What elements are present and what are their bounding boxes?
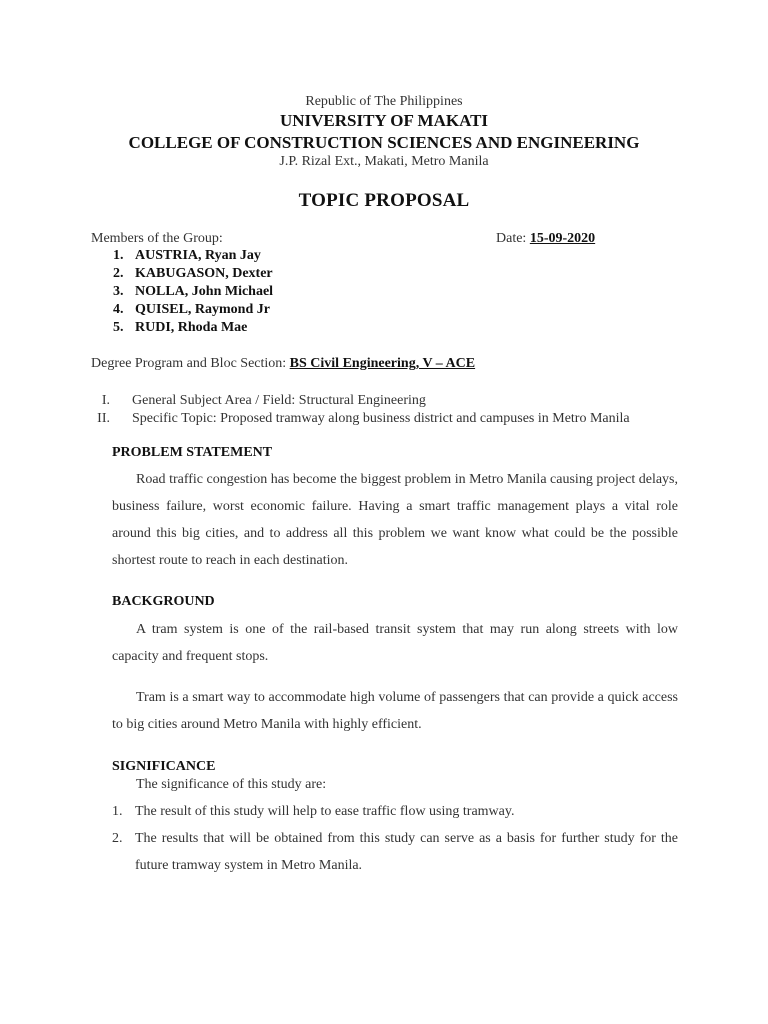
- member-number: 5.: [113, 320, 124, 335]
- member-item: [113, 320, 247, 336]
- date-value: 15-09-2020: [529, 231, 596, 246]
- date-label: Date:: [496, 231, 527, 246]
- member-name: NOLLA, John Michael: [135, 284, 274, 299]
- degree-program-field: [91, 356, 475, 372]
- topic-text: General Subject Area / Field: Structural Engineering: [132, 393, 426, 408]
- significance-text: The result of this study will help to ease traffic flow using tramway.: [135, 804, 515, 819]
- college-name: COLLEGE OF CONSTRUCTION SCIENCES AND ENGINEERING: [128, 133, 640, 152]
- topic-number: II.: [97, 411, 110, 426]
- problem-statement-text: Road traffic congestion has become the biggest problem in Metro Manila causing project delays, business failure, worst economic failure. Having a smart traffic management plays a vital role around this big cities, and to address all this problem we want know what could be the possible shortest route to reach in each destination.: [112, 472, 678, 568]
- member-number: 4.: [113, 302, 124, 317]
- member-name: KABUGASON, Dexter: [135, 266, 273, 281]
- page-title: TOPIC PROPOSAL: [298, 190, 470, 211]
- member-number: 2.: [113, 266, 124, 281]
- background-paragraph: A tram system is one of the rail-based transit system that may run along streets with low capacity and frequent stops.: [112, 622, 678, 664]
- address-line: J.P. Rizal Ext., Makati, Metro Manila: [279, 154, 489, 169]
- significance-heading: SIGNIFICANCE: [112, 759, 216, 774]
- member-number: 1.: [113, 248, 124, 263]
- member-item: [113, 284, 273, 300]
- member-item: [113, 248, 261, 264]
- topic-item: [80, 409, 630, 427]
- topic-text: Specific Topic: Proposed tramway along business district and campuses in Metro Manila: [132, 411, 630, 426]
- topic-item: [80, 391, 426, 409]
- members-label: Members of the Group:: [91, 231, 223, 246]
- significance-intro: The significance of this study are:: [136, 777, 327, 792]
- member-item: [113, 266, 273, 282]
- member-name: AUSTRIA, Ryan Jay: [135, 248, 261, 263]
- member-name: QUISEL, Raymond Jr: [135, 302, 270, 317]
- background-heading: BACKGROUND: [112, 594, 215, 609]
- significance-text: The results that will be obtained from this study can serve as a basis for further study for the future tramway system in Metro Manila.: [135, 831, 678, 873]
- significance-number: 2.: [112, 831, 123, 846]
- topic-number: I.: [101, 393, 110, 408]
- date-field: [496, 231, 595, 247]
- member-item: [113, 302, 270, 318]
- member-name: RUDI, Rhoda Mae: [135, 320, 248, 335]
- university-name: UNIVERSITY OF MAKATI: [279, 111, 489, 130]
- significance-item: [112, 825, 678, 879]
- significance-item: [112, 798, 678, 825]
- problem-statement-heading: PROBLEM STATEMENT: [112, 445, 273, 460]
- member-number: 3.: [113, 284, 124, 299]
- significance-number: 1.: [112, 804, 123, 819]
- republic-line: Republic of The Philippines: [305, 94, 463, 109]
- background-paragraph: Tram is a smart way to accommodate high volume of passengers that can provide a quick access to big cities around Metro Manila with highly efficient.: [112, 690, 678, 732]
- degree-value: BS Civil Engineering, V – ACE: [289, 356, 476, 371]
- degree-label: Degree Program and Bloc Section:: [91, 356, 287, 371]
